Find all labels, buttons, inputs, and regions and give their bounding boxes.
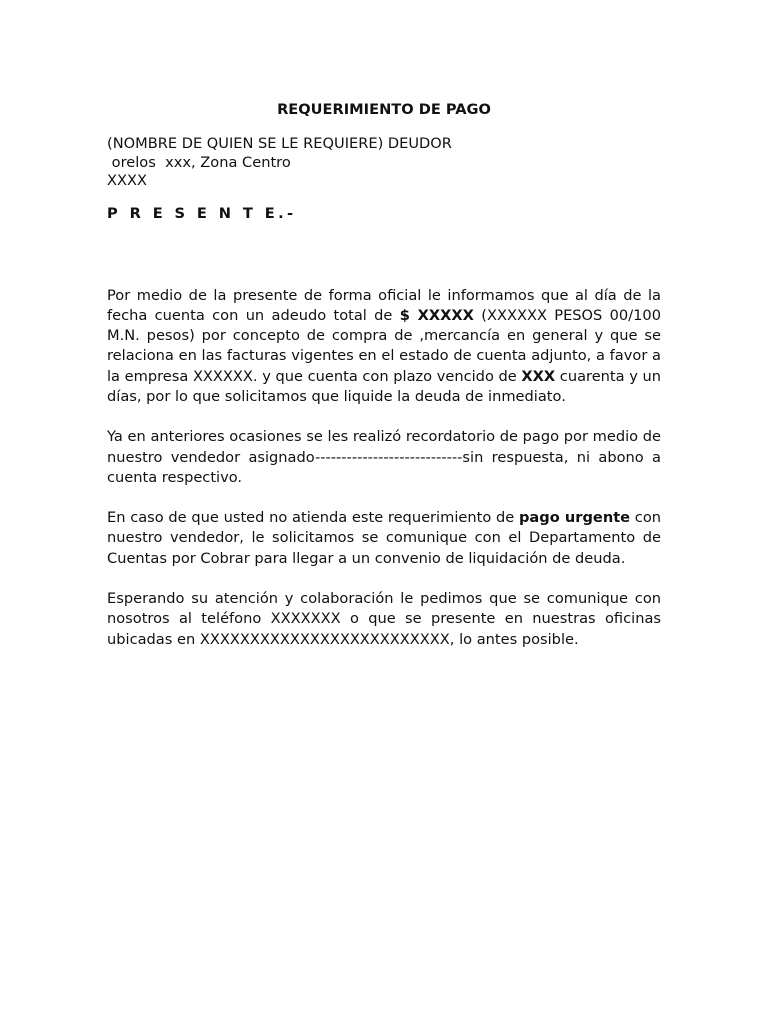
document-page <box>107 100 661 670</box>
recipient-name: (NOMBRE DE QUIEN SE LE REQUIERE) DEUDOR <box>107 135 452 152</box>
urgent-payment: pago urgente <box>518 509 631 527</box>
overdue-days: XXX <box>521 367 556 385</box>
paragraph-text: Por medio de la presente de forma oficial le informamos que al día de la fecha cuenta con un adeudo total de <box>107 286 661 324</box>
body-paragraph-1 <box>107 286 661 408</box>
recipient-city: XXXX <box>107 172 147 189</box>
paragraph-text: con nuestro vendedor, le solicitamos se comunique con el Departamento de Cuentas por Cobrar para llegar a un convenio de liquidación de deuda. <box>107 509 662 567</box>
body-paragraph-4: Esperando su atención y colaboración le pedimos que se comunique con nosotros al teléfono XXXXXXX o que se presente en nuestras oficinas ubicadas en XXXXXXXXXXXXXXXXXXXXXXXXX, lo antes posible. <box>107 590 661 648</box>
paragraph-text: (XXXXXX PESOS 00/100 M.N. pesos) por concepto de compra de ,mercancía en general y que se relaciona en las facturas vigentes en el estado de cuenta adjunto, a favor a la empresa XXXXXX. y que cuenta con plazo vencido de <box>107 306 661 385</box>
presente-heading: P R E S E N T E.- <box>107 204 297 222</box>
body-paragraph-2: Ya en anteriores ocasiones se les realizó recordatorio de pago por medio de nuestro vendedor asignado----------------------------sin respuesta, ni abono a cuenta respectivo. <box>107 428 661 486</box>
recipient-block <box>107 135 661 191</box>
recipient-address: orelos xxx, Zona Centro <box>107 153 291 171</box>
document-title: REQUERIMIENTO DE PAGO <box>277 101 491 118</box>
debt-amount: $ XXXXX <box>399 306 474 324</box>
body-paragraph-3 <box>107 508 661 569</box>
paragraph-text: cuarenta y un días, por lo que solicitamos que liquide la deuda de inmediato. <box>107 367 662 405</box>
paragraph-text: En caso de que usted no atienda este requerimiento de <box>107 509 519 527</box>
